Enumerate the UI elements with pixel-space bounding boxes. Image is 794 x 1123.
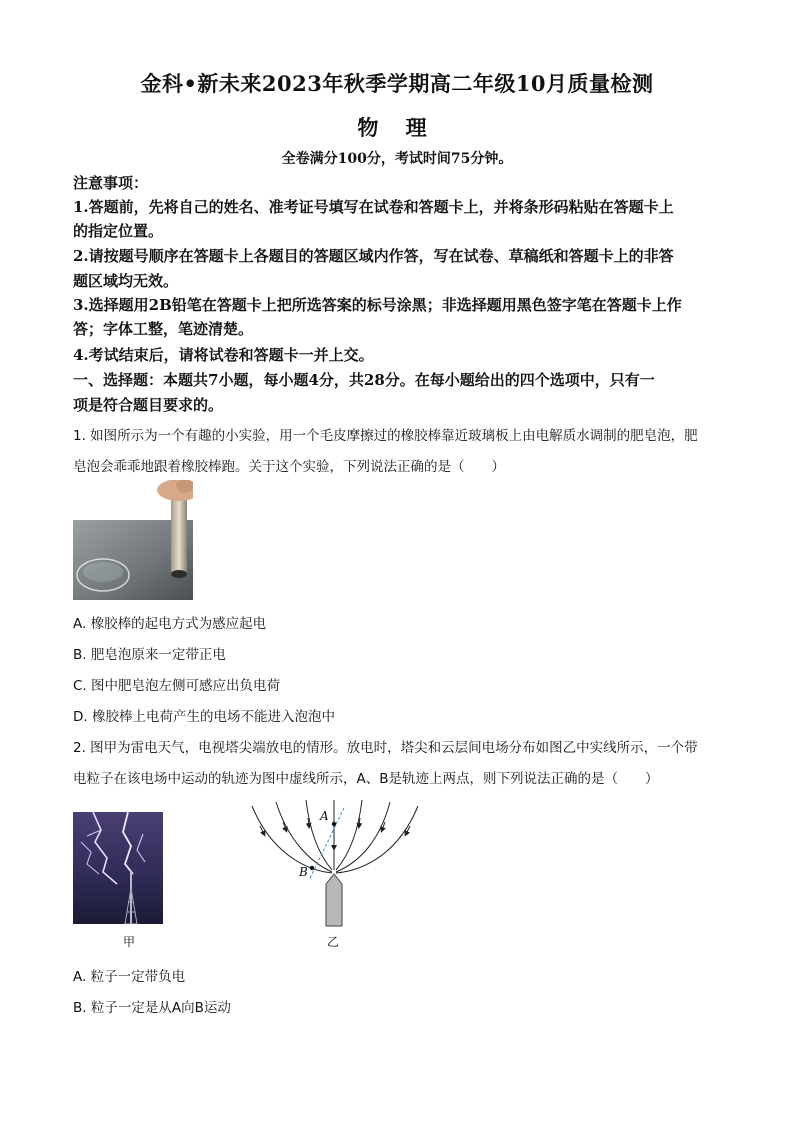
notice-line: 4.考试结束后，请将试卷和答题卡一并上交。 [73, 346, 374, 364]
notice-line: 2.请按题号顺序在答题卡上各题目的答题区域内作答，写在试卷、草稿纸和答题卡上的非答 [73, 247, 674, 265]
question-1-option: C. 图中肥皂泡左侧可感应出负电荷 [73, 678, 281, 694]
notice-line: 的指定位置。 [73, 222, 164, 240]
notice-line: 答；字体工整，笔迹清楚。 [73, 320, 254, 338]
question-1-stem: 皂泡会乖乖地跟着橡胶棒跑。关于这个实验，下列说法正确的是（ ） [73, 459, 505, 475]
question-2-option: B. 粒子一定是从A向B运动 [73, 1000, 231, 1016]
figure-caption-yi: 乙 [327, 935, 340, 949]
soap-bubble-photo [73, 480, 193, 600]
question-2-option: A. 粒子一定带负电 [73, 969, 186, 985]
question-1-option: A. 橡胶棒的起电方式为感应起电 [73, 616, 267, 632]
question-1-stem: 1. 如图所示为一个有趣的小实验，用一个毛皮摩擦过的橡胶棒靠近玻璃板上由电解质水调制的肥皂泡，肥 [73, 428, 698, 444]
subject-title: 物 理 [357, 115, 437, 140]
figure-caption-jia: 甲 [123, 935, 136, 949]
full-mark-note: 全卷满分100分，考试时间75分钟。 [281, 151, 513, 167]
notice-line: 1.答题前，先将自己的姓名、准考证号填写在试卷和答题卡上，并将条形码粘贴在答题卡上 [73, 198, 674, 216]
notice-heading: 注意事项： [73, 174, 149, 192]
notice-line: 题区域均无效。 [73, 272, 179, 290]
electric-field-diagram [248, 800, 423, 930]
section-heading: 项是符合题目要求的。 [73, 396, 224, 414]
lightning-photo [73, 812, 163, 924]
question-2-stem: 2. 图甲为雷电天气，电视塔尖端放电的情形。放电时，塔尖和云层间电场分布如图乙中实线所示，一个带 [73, 740, 698, 756]
question-1-option: D. 橡胶棒上电荷产生的电场不能进入泡泡中 [73, 709, 335, 725]
point-label-a: A [320, 809, 329, 823]
notice-line: 3.选择题用2B铅笔在答题卡上把所选答案的标号涂黑；非选择题用黑色签字笔在答题卡上作 [73, 296, 682, 314]
section-heading: 一、选择题：本题共7小题，每小题4分，共28分。在每小题给出的四个选项中，只有一 [73, 371, 655, 389]
question-2-stem: 电粒子在该电场中运动的轨迹为图中虚线所示，A、B是轨迹上两点，则下列说法正确的是（ ） [73, 771, 659, 787]
question-1-option: B. 肥皂泡原来一定带正电 [73, 647, 226, 663]
point-label-b: B [299, 865, 308, 879]
exam-title: 金科•新未来2023年秋季学期高二年级10月质量检测 [140, 71, 654, 96]
